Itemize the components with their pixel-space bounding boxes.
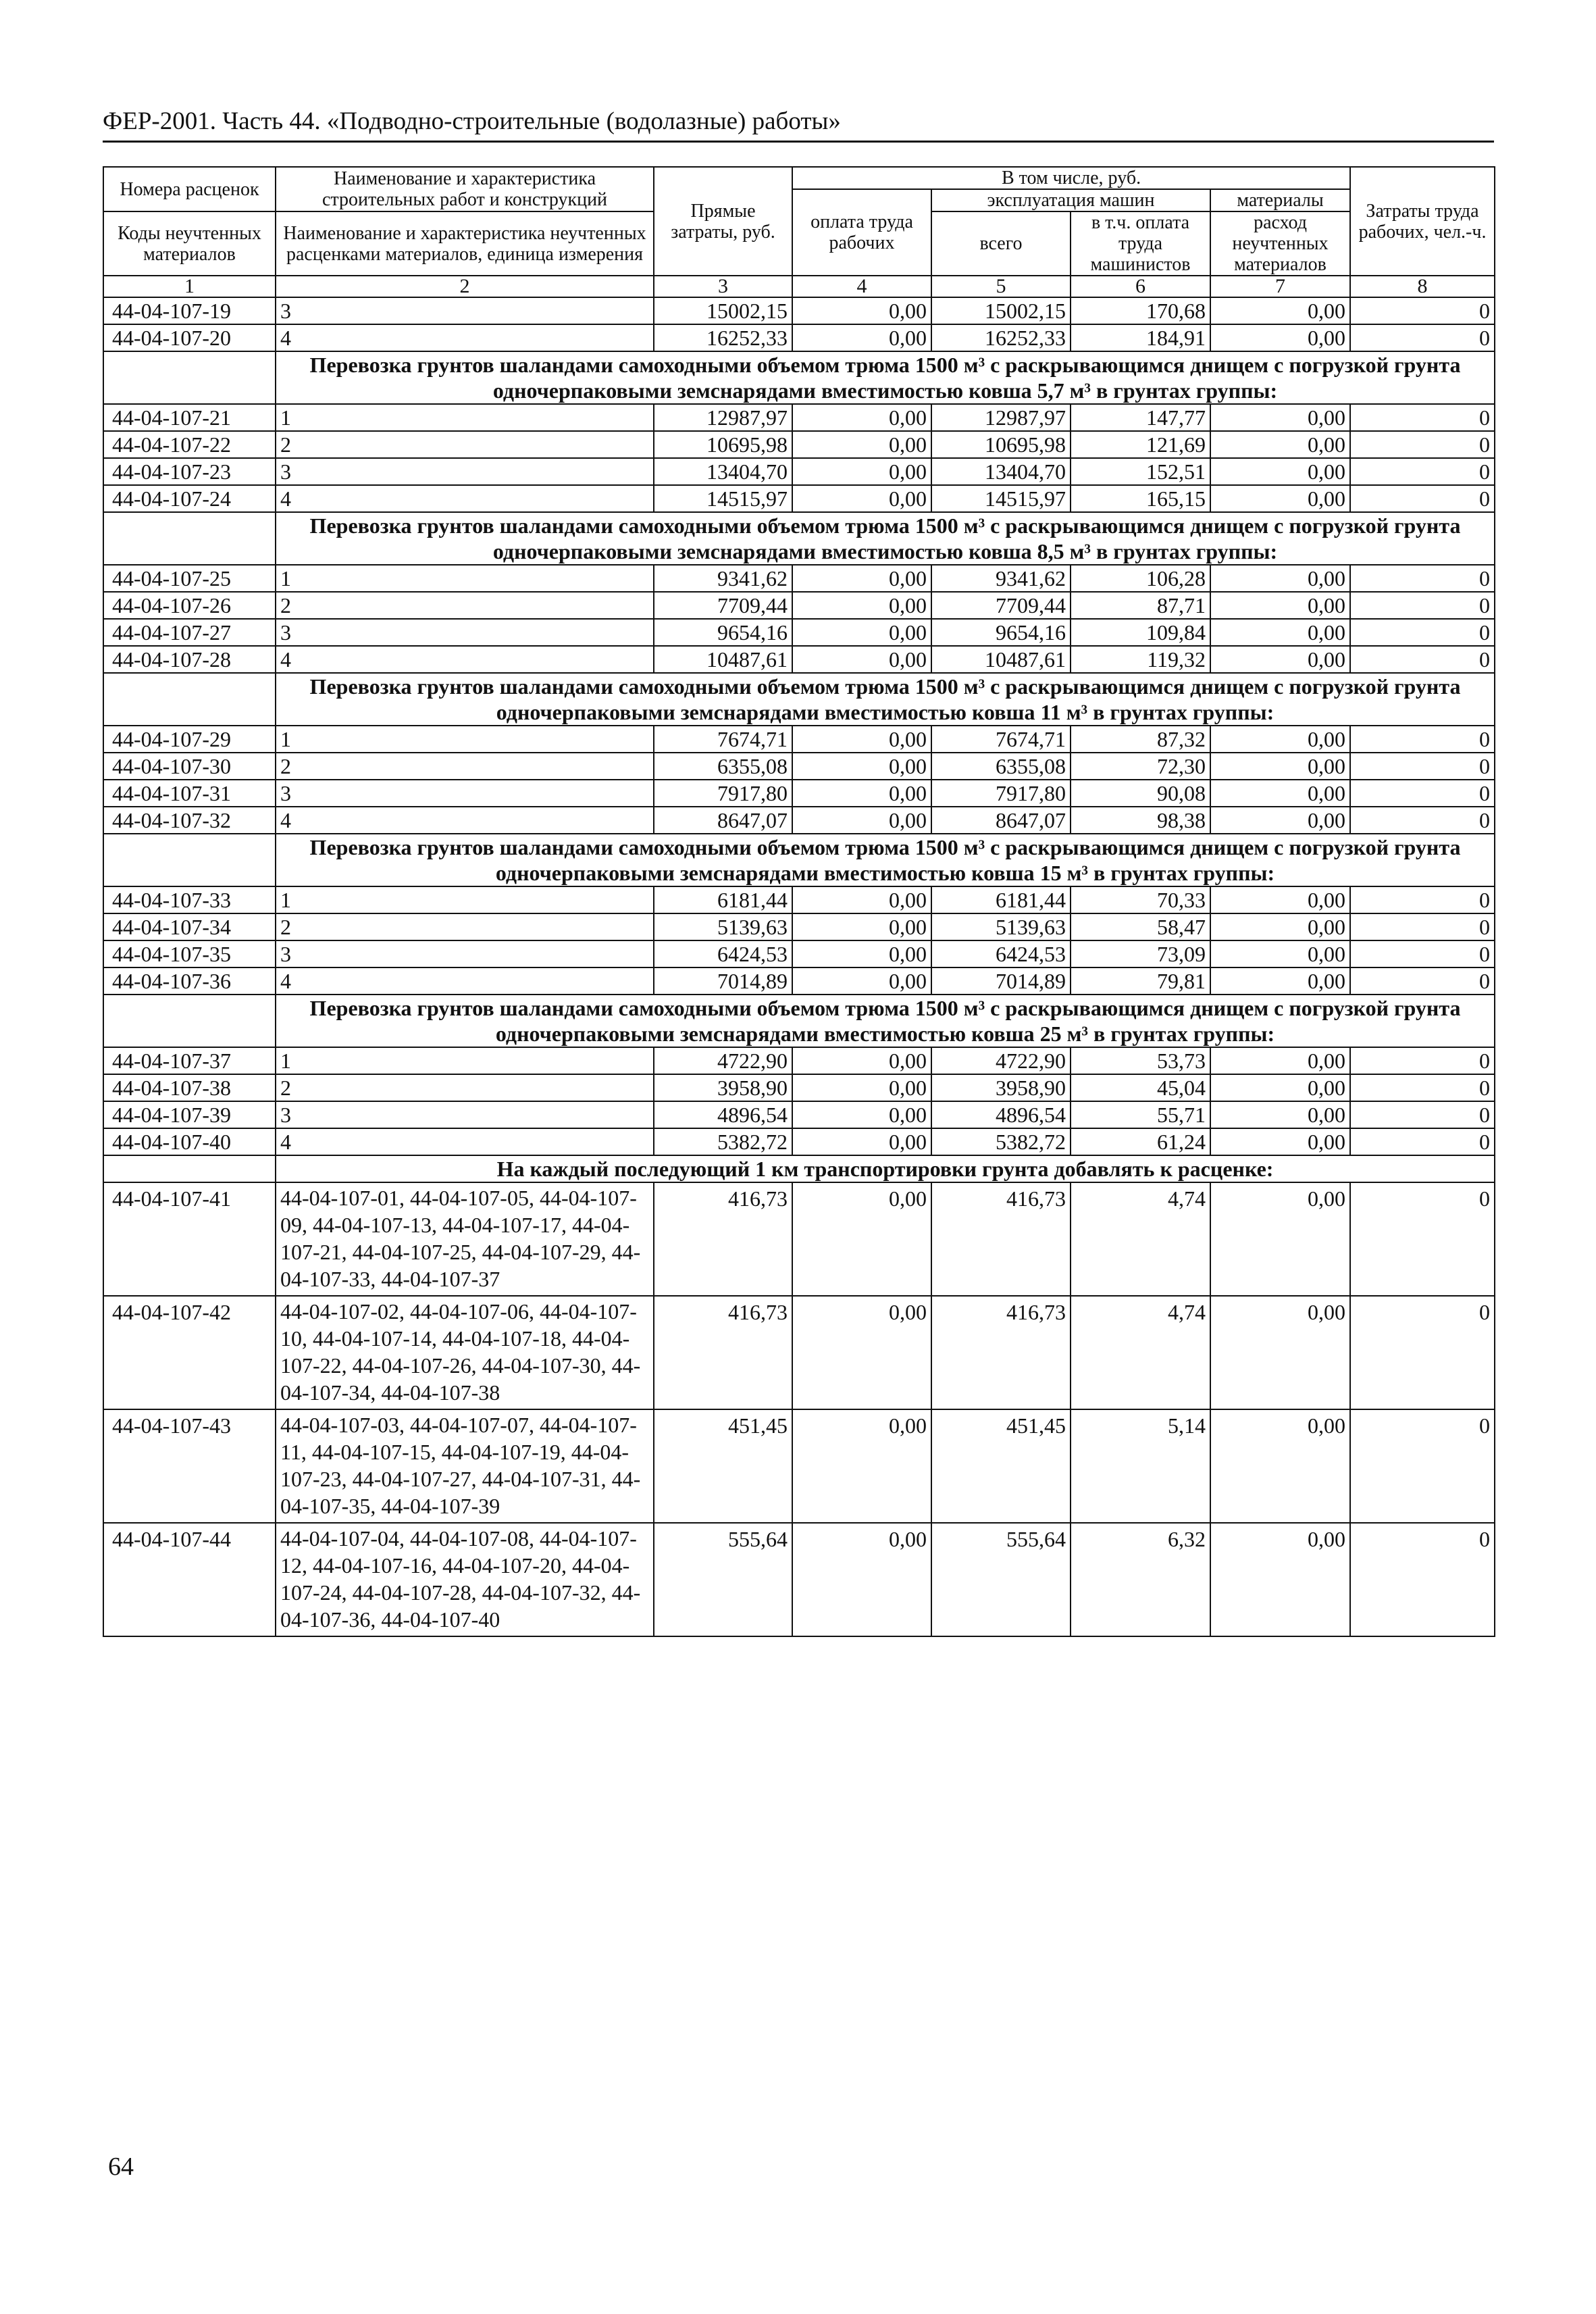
worker-pay-cell: 0,00 xyxy=(792,1074,931,1101)
driver-pay-cell: 61,24 xyxy=(1071,1128,1210,1155)
table-row xyxy=(103,1074,1495,1101)
direct-cost-cell: 12987,97 xyxy=(654,404,792,431)
worker-pay-cell: 0,00 xyxy=(792,1296,931,1409)
labor-cost-cell: 0 xyxy=(1350,1296,1495,1409)
rate-code-cell: 44-04-107-35 xyxy=(103,940,276,967)
column-number: 5 xyxy=(931,276,1071,297)
labor-cost-cell: 0 xyxy=(1350,592,1495,619)
machine-total-cell: 5139,63 xyxy=(931,913,1071,940)
rate-name-cell: 4 xyxy=(276,1128,654,1155)
direct-cost-cell: 3958,90 xyxy=(654,1074,792,1101)
rate-name-cell: 2 xyxy=(276,753,654,780)
table-row xyxy=(103,592,1495,619)
materials-cell: 0,00 xyxy=(1210,458,1350,485)
direct-cost-cell: 13404,70 xyxy=(654,458,792,485)
direct-cost-cell: 555,64 xyxy=(654,1523,792,1636)
driver-pay-cell: 70,33 xyxy=(1071,886,1210,913)
driver-pay-cell: 119,32 xyxy=(1071,646,1210,673)
driver-pay-cell: 53,73 xyxy=(1071,1047,1210,1074)
rate-name-cell: 3 xyxy=(276,297,654,324)
labor-cost-cell: 0 xyxy=(1350,646,1495,673)
materials-cell: 0,00 xyxy=(1210,753,1350,780)
column-number: 2 xyxy=(276,276,654,297)
direct-cost-cell: 451,45 xyxy=(654,1409,792,1523)
rate-name-cell: 3 xyxy=(276,780,654,807)
section-spacer xyxy=(103,351,276,404)
labor-cost-cell: 0 xyxy=(1350,1182,1495,1296)
rate-name-cell: 2 xyxy=(276,1074,654,1101)
materials-cell: 0,00 xyxy=(1210,1047,1350,1074)
materials-cell: 0,00 xyxy=(1210,565,1350,592)
section-title: Перевозка грунтов шаландами самоходными объемом трюма 1500 м³ с раскрывающимся днищем с погрузкой грунта одночерпаковыми земснарядами вместимостью ковша 8,5 м³ в грунтах группы: xyxy=(276,512,1495,565)
labor-cost-cell: 0 xyxy=(1350,431,1495,458)
section-spacer xyxy=(103,673,276,726)
materials-cell: 0,00 xyxy=(1210,324,1350,351)
driver-pay-cell: 79,81 xyxy=(1071,967,1210,995)
direct-cost-cell: 416,73 xyxy=(654,1296,792,1409)
machine-total-cell: 8647,07 xyxy=(931,807,1071,834)
driver-pay-cell: 72,30 xyxy=(1071,753,1210,780)
table-row xyxy=(103,324,1495,351)
rate-name-cell: 3 xyxy=(276,1101,654,1128)
machine-total-cell: 6355,08 xyxy=(931,753,1071,780)
materials-cell: 0,00 xyxy=(1210,1296,1350,1409)
header-divider xyxy=(103,141,1494,143)
section-spacer xyxy=(103,512,276,565)
driver-pay-cell: 106,28 xyxy=(1071,565,1210,592)
column-number: 3 xyxy=(654,276,792,297)
section-title: Перевозка грунтов шаландами самоходными объемом трюма 1500 м³ с раскрывающимся днищем с погрузкой грунта одночерпаковыми земснарядами вместимостью ковша 5,7 м³ в грунтах группы: xyxy=(276,351,1495,404)
rate-code-cell: 44-04-107-34 xyxy=(103,913,276,940)
driver-pay-cell: 6,32 xyxy=(1071,1523,1210,1636)
worker-pay-cell: 0,00 xyxy=(792,1182,931,1296)
driver-pay-cell: 87,32 xyxy=(1071,726,1210,753)
rate-code-cell: 44-04-107-29 xyxy=(103,726,276,753)
machine-total-cell: 12987,97 xyxy=(931,404,1071,431)
labor-cost-cell: 0 xyxy=(1350,324,1495,351)
table-row xyxy=(103,485,1495,512)
table-row xyxy=(103,565,1495,592)
materials-cell: 0,00 xyxy=(1210,913,1350,940)
page-header-title: ФЕР-2001. Часть 44. «Подводно-строительные (водолазные) работы» xyxy=(103,107,841,135)
direct-cost-cell: 4722,90 xyxy=(654,1047,792,1074)
rates-table xyxy=(103,166,1495,1637)
machine-total-cell: 6181,44 xyxy=(931,886,1071,913)
table-row xyxy=(103,458,1495,485)
rate-name-cell: 2 xyxy=(276,592,654,619)
driver-pay-cell: 87,71 xyxy=(1071,592,1210,619)
direct-cost-cell: 6181,44 xyxy=(654,886,792,913)
worker-pay-cell: 0,00 xyxy=(792,1128,931,1155)
machine-total-cell: 416,73 xyxy=(931,1182,1071,1296)
worker-pay-cell: 0,00 xyxy=(792,565,931,592)
rate-code-cell: 44-04-107-40 xyxy=(103,1128,276,1155)
driver-pay-cell: 170,68 xyxy=(1071,297,1210,324)
section-spacer xyxy=(103,834,276,886)
table-row xyxy=(103,431,1495,458)
table-row xyxy=(103,1101,1495,1128)
rate-name-cell: 1 xyxy=(276,404,654,431)
materials-cell: 0,00 xyxy=(1210,807,1350,834)
machine-total-cell: 555,64 xyxy=(931,1523,1071,1636)
rate-code-cell: 44-04-107-28 xyxy=(103,646,276,673)
section-row xyxy=(103,834,1495,886)
worker-pay-cell: 0,00 xyxy=(792,324,931,351)
table-row xyxy=(103,619,1495,646)
direct-cost-cell: 7709,44 xyxy=(654,592,792,619)
worker-pay-cell: 0,00 xyxy=(792,886,931,913)
machine-total-cell: 16252,33 xyxy=(931,324,1071,351)
worker-pay-cell: 0,00 xyxy=(792,807,931,834)
worker-pay-cell: 0,00 xyxy=(792,913,931,940)
table-row xyxy=(103,297,1495,324)
materials-cell: 0,00 xyxy=(1210,1523,1350,1636)
col-total-header: всего xyxy=(931,211,1071,276)
driver-pay-cell: 152,51 xyxy=(1071,458,1210,485)
rate-code-cell: 44-04-107-20 xyxy=(103,324,276,351)
materials-cell: 0,00 xyxy=(1210,297,1350,324)
direct-cost-cell: 4896,54 xyxy=(654,1101,792,1128)
section-row xyxy=(103,512,1495,565)
machine-total-cell: 13404,70 xyxy=(931,458,1071,485)
column-number: 7 xyxy=(1210,276,1350,297)
table-row xyxy=(103,886,1495,913)
section-row xyxy=(103,673,1495,726)
direct-cost-cell: 7674,71 xyxy=(654,726,792,753)
direct-cost-cell: 15002,15 xyxy=(654,297,792,324)
direct-cost-cell: 16252,33 xyxy=(654,324,792,351)
worker-pay-cell: 0,00 xyxy=(792,458,931,485)
labor-cost-cell: 0 xyxy=(1350,726,1495,753)
table-row xyxy=(103,1047,1495,1074)
worker-pay-cell: 0,00 xyxy=(792,1523,931,1636)
table-row xyxy=(103,1409,1495,1523)
rate-code-cell: 44-04-107-26 xyxy=(103,592,276,619)
rate-code-cell: 44-04-107-36 xyxy=(103,967,276,995)
machine-total-cell: 9654,16 xyxy=(931,619,1071,646)
driver-pay-cell: 184,91 xyxy=(1071,324,1210,351)
column-number: 4 xyxy=(792,276,931,297)
section-title: На каждый последующий 1 км транспортировки грунта добавлять к расценке: xyxy=(276,1155,1495,1182)
rate-name-cell: 2 xyxy=(276,913,654,940)
rate-name-cell: 44-04-107-01, 44-04-107-05, 44-04-107-09, 44-04-107-13, 44-04-107-17, 44-04-107-21, 44-04-107-25, 44-04-107-29, 44-04-107-33, 44-04-107-37 xyxy=(276,1182,654,1296)
rate-name-cell: 1 xyxy=(276,886,654,913)
rate-name-cell: 4 xyxy=(276,807,654,834)
rate-code-cell: 44-04-107-25 xyxy=(103,565,276,592)
worker-pay-cell: 0,00 xyxy=(792,592,931,619)
worker-pay-cell: 0,00 xyxy=(792,1101,931,1128)
driver-pay-cell: 109,84 xyxy=(1071,619,1210,646)
materials-cell: 0,00 xyxy=(1210,1101,1350,1128)
machine-total-cell: 6424,53 xyxy=(931,940,1071,967)
rate-name-cell: 4 xyxy=(276,485,654,512)
materials-cell: 0,00 xyxy=(1210,940,1350,967)
materials-cell: 0,00 xyxy=(1210,1128,1350,1155)
rate-code-cell: 44-04-107-42 xyxy=(103,1296,276,1409)
table-row xyxy=(103,807,1495,834)
materials-cell: 0,00 xyxy=(1210,967,1350,995)
driver-pay-cell: 55,71 xyxy=(1071,1101,1210,1128)
direct-cost-cell: 10487,61 xyxy=(654,646,792,673)
direct-cost-cell: 14515,97 xyxy=(654,485,792,512)
table-row xyxy=(103,753,1495,780)
materials-cell: 0,00 xyxy=(1210,619,1350,646)
rate-code-cell: 44-04-107-27 xyxy=(103,619,276,646)
labor-cost-cell: 0 xyxy=(1350,940,1495,967)
rate-code-cell: 44-04-107-44 xyxy=(103,1523,276,1636)
rate-name-cell: 1 xyxy=(276,1047,654,1074)
direct-cost-cell: 8647,07 xyxy=(654,807,792,834)
materials-cell: 0,00 xyxy=(1210,1074,1350,1101)
machine-total-cell: 7917,80 xyxy=(931,780,1071,807)
machine-total-cell: 10695,98 xyxy=(931,431,1071,458)
rate-name-cell: 3 xyxy=(276,619,654,646)
machine-total-cell: 9341,62 xyxy=(931,565,1071,592)
materials-cell: 0,00 xyxy=(1210,1409,1350,1523)
col-direct-costs-header: Прямые затраты, руб. xyxy=(654,167,792,276)
col-material-name-header: Наименование и характеристика неучтенных расценками материалов, единица измерения xyxy=(276,211,654,276)
labor-cost-cell: 0 xyxy=(1350,1047,1495,1074)
rate-name-cell: 4 xyxy=(276,967,654,995)
driver-pay-cell: 147,77 xyxy=(1071,404,1210,431)
rate-code-cell: 44-04-107-39 xyxy=(103,1101,276,1128)
machine-total-cell: 3958,90 xyxy=(931,1074,1071,1101)
col-work-name-header: Наименование и характеристика строительных работ и конструкций xyxy=(276,167,654,211)
driver-pay-cell: 73,09 xyxy=(1071,940,1210,967)
machine-total-cell: 451,45 xyxy=(931,1409,1071,1523)
rate-code-cell: 44-04-107-22 xyxy=(103,431,276,458)
materials-cell: 0,00 xyxy=(1210,780,1350,807)
rate-code-cell: 44-04-107-21 xyxy=(103,404,276,431)
rate-code-cell: 44-04-107-30 xyxy=(103,753,276,780)
machine-total-cell: 4896,54 xyxy=(931,1101,1071,1128)
column-number: 1 xyxy=(103,276,276,297)
labor-cost-cell: 0 xyxy=(1350,1101,1495,1128)
driver-pay-cell: 5,14 xyxy=(1071,1409,1210,1523)
worker-pay-cell: 0,00 xyxy=(792,1409,931,1523)
table-header xyxy=(103,167,1495,297)
materials-cell: 0,00 xyxy=(1210,431,1350,458)
machine-total-cell: 416,73 xyxy=(931,1296,1071,1409)
rate-code-cell: 44-04-107-19 xyxy=(103,297,276,324)
direct-cost-cell: 10695,98 xyxy=(654,431,792,458)
section-spacer xyxy=(103,995,276,1047)
materials-cell: 0,00 xyxy=(1210,726,1350,753)
machine-total-cell: 7709,44 xyxy=(931,592,1071,619)
table-row xyxy=(103,1182,1495,1296)
rate-name-cell: 3 xyxy=(276,458,654,485)
materials-cell: 0,00 xyxy=(1210,886,1350,913)
section-title: Перевозка грунтов шаландами самоходными объемом трюма 1500 м³ с раскрывающимся днищем с погрузкой грунта одночерпаковыми земснарядами вместимостью ковша 15 м³ в грунтах группы: xyxy=(276,834,1495,886)
col-materials-header: материалы xyxy=(1210,189,1350,211)
machine-total-cell: 7014,89 xyxy=(931,967,1071,995)
col-driver-pay-header: в т.ч. оплата труда машинистов xyxy=(1071,211,1210,276)
rate-name-cell: 1 xyxy=(276,565,654,592)
driver-pay-cell: 4,74 xyxy=(1071,1182,1210,1296)
rate-name-cell: 44-04-107-03, 44-04-107-07, 44-04-107-11, 44-04-107-15, 44-04-107-19, 44-04-107-23, 44-04-107-27, 44-04-107-31, 44-04-107-35, 44-04-107-39 xyxy=(276,1409,654,1523)
labor-cost-cell: 0 xyxy=(1350,807,1495,834)
table-row xyxy=(103,646,1495,673)
page-number: 64 xyxy=(108,2153,134,2181)
rate-code-cell: 44-04-107-41 xyxy=(103,1182,276,1296)
col-unaccounted-header: расход неучтенных материалов xyxy=(1210,211,1350,276)
materials-cell: 0,00 xyxy=(1210,592,1350,619)
section-title: Перевозка грунтов шаландами самоходными объемом трюма 1500 м³ с раскрывающимся днищем с погрузкой грунта одночерпаковыми земснарядами вместимостью ковша 11 м³ в грунтах группы: xyxy=(276,673,1495,726)
labor-cost-cell: 0 xyxy=(1350,1409,1495,1523)
table-row xyxy=(103,967,1495,995)
direct-cost-cell: 7917,80 xyxy=(654,780,792,807)
worker-pay-cell: 0,00 xyxy=(792,297,931,324)
rate-name-cell: 3 xyxy=(276,940,654,967)
table-row xyxy=(103,726,1495,753)
machine-total-cell: 15002,15 xyxy=(931,297,1071,324)
table-row xyxy=(103,940,1495,967)
labor-cost-cell: 0 xyxy=(1350,967,1495,995)
direct-cost-cell: 5382,72 xyxy=(654,1128,792,1155)
labor-cost-cell: 0 xyxy=(1350,619,1495,646)
labor-cost-cell: 0 xyxy=(1350,913,1495,940)
direct-cost-cell: 9341,62 xyxy=(654,565,792,592)
col-operation-header: эксплуатация машин xyxy=(931,189,1210,211)
worker-pay-cell: 0,00 xyxy=(792,967,931,995)
materials-cell: 0,00 xyxy=(1210,404,1350,431)
driver-pay-cell: 165,15 xyxy=(1071,485,1210,512)
worker-pay-cell: 0,00 xyxy=(792,753,931,780)
section-row xyxy=(103,995,1495,1047)
worker-pay-cell: 0,00 xyxy=(792,619,931,646)
direct-cost-cell: 6355,08 xyxy=(654,753,792,780)
materials-cell: 0,00 xyxy=(1210,485,1350,512)
col-rate-numbers-header: Номера расценок xyxy=(103,167,276,211)
machine-total-cell: 14515,97 xyxy=(931,485,1071,512)
rate-code-cell: 44-04-107-31 xyxy=(103,780,276,807)
driver-pay-cell: 45,04 xyxy=(1071,1074,1210,1101)
worker-pay-cell: 0,00 xyxy=(792,726,931,753)
rate-name-cell: 2 xyxy=(276,431,654,458)
materials-cell: 0,00 xyxy=(1210,646,1350,673)
rate-name-cell: 44-04-107-04, 44-04-107-08, 44-04-107-12, 44-04-107-16, 44-04-107-20, 44-04-107-24, 44-04-107-28, 44-04-107-32, 44-04-107-36, 44-04-107-40 xyxy=(276,1523,654,1636)
column-number: 8 xyxy=(1350,276,1495,297)
section-title: Перевозка грунтов шаландами самоходными объемом трюма 1500 м³ с раскрывающимся днищем с погрузкой грунта одночерпаковыми земснарядами вместимостью ковша 25 м³ в грунтах группы: xyxy=(276,995,1495,1047)
table-row xyxy=(103,404,1495,431)
col-including-header: В том числе, руб. xyxy=(792,167,1350,189)
labor-cost-cell: 0 xyxy=(1350,1074,1495,1101)
driver-pay-cell: 121,69 xyxy=(1071,431,1210,458)
labor-cost-cell: 0 xyxy=(1350,753,1495,780)
labor-cost-cell: 0 xyxy=(1350,1523,1495,1636)
table-row xyxy=(103,780,1495,807)
machine-total-cell: 5382,72 xyxy=(931,1128,1071,1155)
direct-cost-cell: 6424,53 xyxy=(654,940,792,967)
table-body xyxy=(103,297,1495,1636)
driver-pay-cell: 98,38 xyxy=(1071,807,1210,834)
rate-code-cell: 44-04-107-23 xyxy=(103,458,276,485)
labor-cost-cell: 0 xyxy=(1350,886,1495,913)
worker-pay-cell: 0,00 xyxy=(792,1047,931,1074)
table-row xyxy=(103,1128,1495,1155)
worker-pay-cell: 0,00 xyxy=(792,431,931,458)
table-row xyxy=(103,1523,1495,1636)
col-labor-costs-header: Затраты труда рабочих, чел.-ч. xyxy=(1350,167,1495,276)
labor-cost-cell: 0 xyxy=(1350,458,1495,485)
labor-cost-cell: 0 xyxy=(1350,485,1495,512)
direct-cost-cell: 9654,16 xyxy=(654,619,792,646)
rate-code-cell: 44-04-107-33 xyxy=(103,886,276,913)
col-worker-pay-header: оплата труда рабочих xyxy=(792,189,931,276)
labor-cost-cell: 0 xyxy=(1350,1128,1495,1155)
rate-code-cell: 44-04-107-38 xyxy=(103,1074,276,1101)
labor-cost-cell: 0 xyxy=(1350,404,1495,431)
section-row xyxy=(103,1155,1495,1182)
machine-total-cell: 4722,90 xyxy=(931,1047,1071,1074)
col-material-codes-header: Коды неучтенных материалов xyxy=(103,211,276,276)
driver-pay-cell: 90,08 xyxy=(1071,780,1210,807)
direct-cost-cell: 5139,63 xyxy=(654,913,792,940)
rate-code-cell: 44-04-107-32 xyxy=(103,807,276,834)
column-number-row xyxy=(103,276,1495,297)
driver-pay-cell: 58,47 xyxy=(1071,913,1210,940)
direct-cost-cell: 416,73 xyxy=(654,1182,792,1296)
driver-pay-cell: 4,74 xyxy=(1071,1296,1210,1409)
worker-pay-cell: 0,00 xyxy=(792,404,931,431)
materials-cell: 0,00 xyxy=(1210,1182,1350,1296)
direct-cost-cell: 7014,89 xyxy=(654,967,792,995)
rate-name-cell: 4 xyxy=(276,324,654,351)
rate-code-cell: 44-04-107-37 xyxy=(103,1047,276,1074)
labor-cost-cell: 0 xyxy=(1350,780,1495,807)
machine-total-cell: 10487,61 xyxy=(931,646,1071,673)
rate-name-cell: 4 xyxy=(276,646,654,673)
labor-cost-cell: 0 xyxy=(1350,565,1495,592)
column-number: 6 xyxy=(1071,276,1210,297)
table-row xyxy=(103,913,1495,940)
rate-code-cell: 44-04-107-43 xyxy=(103,1409,276,1523)
section-row xyxy=(103,351,1495,404)
rate-name-cell: 1 xyxy=(276,726,654,753)
rate-name-cell: 44-04-107-02, 44-04-107-06, 44-04-107-10, 44-04-107-14, 44-04-107-18, 44-04-107-22, 44-04-107-26, 44-04-107-30, 44-04-107-34, 44-04-107-38 xyxy=(276,1296,654,1409)
worker-pay-cell: 0,00 xyxy=(792,940,931,967)
section-spacer xyxy=(103,1155,276,1182)
table-row xyxy=(103,1296,1495,1409)
worker-pay-cell: 0,00 xyxy=(792,646,931,673)
labor-cost-cell: 0 xyxy=(1350,297,1495,324)
rate-code-cell: 44-04-107-24 xyxy=(103,485,276,512)
worker-pay-cell: 0,00 xyxy=(792,780,931,807)
worker-pay-cell: 0,00 xyxy=(792,485,931,512)
machine-total-cell: 7674,71 xyxy=(931,726,1071,753)
